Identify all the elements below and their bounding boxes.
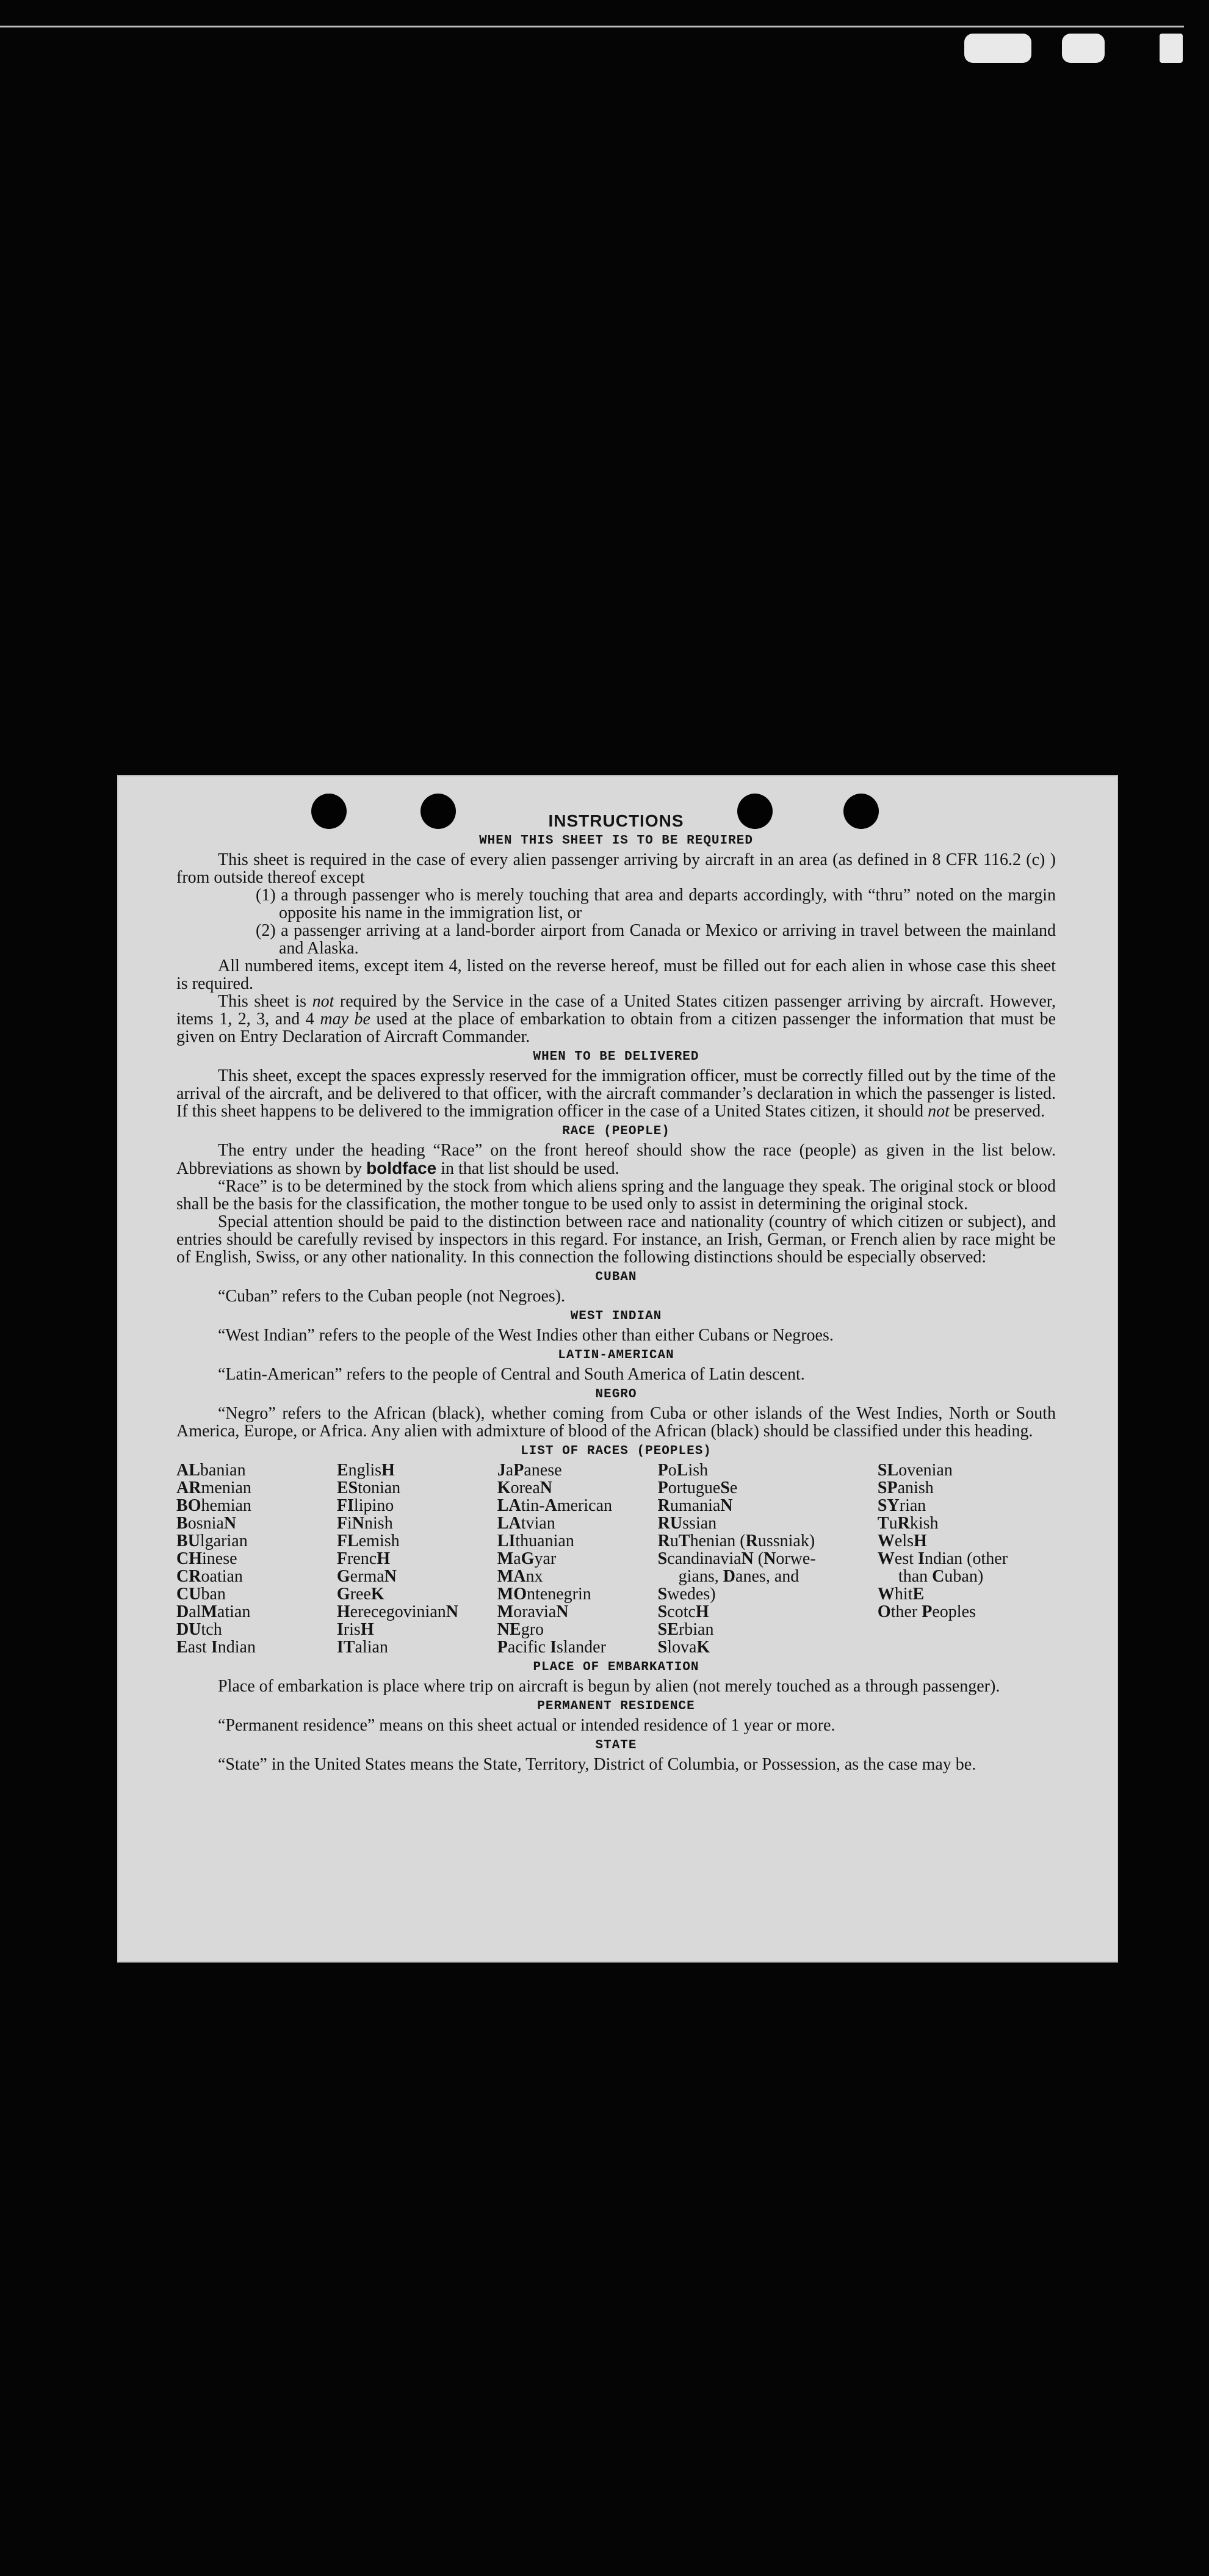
page-title: INSTRUCTIONS <box>548 811 684 830</box>
race-item: EStonian <box>336 1478 401 1497</box>
race-item: MOntenegrin <box>497 1585 591 1604</box>
paragraph: “Negro” refers to the African (black), whether coming from Cuba or other islands of the West Indies, North or South America, Europe, or Africa. Any alien with admixture of blood of the African (black) should be classified under this heading. <box>176 1404 1056 1441</box>
paragraph: The entry under the heading “Race” on the front hereof should show the race (people) as given in the list below. Abbreviations as shown by boldface in that list should be used. <box>176 1141 1056 1178</box>
race-item: RuThenian (Russniak) <box>657 1532 815 1550</box>
film-top-line <box>0 26 1184 27</box>
race-column <box>497 1461 658 1656</box>
race-item: CHinese <box>176 1549 237 1568</box>
section-heading: NEGRO <box>595 1387 637 1402</box>
race-item: RUssian <box>657 1514 717 1533</box>
exception-item: (1) a through passenger who is merely touching that area and departs accordingly, with “thru” noted on the margin opposite his name in the immigration list, or <box>256 886 1056 922</box>
section-heading: STATE <box>595 1738 637 1753</box>
instruction-sheet <box>117 775 1118 1963</box>
race-item: DalMatian <box>176 1602 251 1621</box>
race-item: LAtin-American <box>497 1496 613 1515</box>
race-item: RumaniaN <box>657 1496 733 1515</box>
race-item: BosniaN <box>176 1514 237 1533</box>
paragraph: This sheet, except the spaces expressly reserved for the immigration officer, must be correctly filled out by the time of the arrival of the aircraft, and be delivered to that officer, with the aircraft commander’s declaration in which the passenger is listed. If this sheet happens to be delivered to the immigration officer in the case of a United States citizen, it should not be preserved. <box>176 1066 1056 1121</box>
race-item: SlovaK <box>657 1638 710 1657</box>
race-column <box>658 1461 878 1656</box>
race-item: Swedes) <box>657 1585 716 1604</box>
race-item: CRoatian <box>176 1567 243 1586</box>
exception-item: (2) a passenger arriving at a land-border airport from Canada or Mexico or arriving in travel between the mainland and Alaska. <box>256 921 1056 958</box>
section-heading: PLACE OF EMBARKATION <box>533 1660 699 1674</box>
race-item: PoLish <box>657 1461 709 1480</box>
race-item: ALbanian <box>176 1461 246 1480</box>
race-item: PortugueSe <box>657 1478 738 1497</box>
race-item: ScandinaviaN (Norwe- <box>657 1549 816 1568</box>
race-item: LIthuanian <box>497 1532 574 1550</box>
paragraph: Special attention should be paid to the distinction between race and nationality (country of which citizen or subject), and entries should be carefully revised by inspectors in this regard. For instance, an Irish, German, or French alien by race might be of English, Swiss, or any other nationality. In this connection the following distinctions should be especially observed: <box>176 1212 1056 1267</box>
race-item: KoreaN <box>497 1478 552 1497</box>
race-item: HerecegovinianN <box>336 1602 458 1621</box>
race-item: SLovenian <box>877 1461 953 1480</box>
paragraph: This sheet is not required by the Service in the case of a United States citizen passenger arriving by aircraft. However, items 1, 2, 3, and 4 may be used at the place of embarkation to obtain from a citizen passenger the information that must be given on Entry Declaration of Aircraft Commander. <box>176 992 1056 1046</box>
paragraph: “State” in the United States means the State, Territory, District of Columbia, or Possession, as the case may be. <box>218 1755 976 1774</box>
race-column <box>878 1461 1056 1656</box>
race-item: ITalian <box>336 1638 388 1657</box>
race-item: FiNnish <box>336 1514 393 1533</box>
paragraph: Place of embarkation is place where trip on aircraft is begun by alien (not merely touched as a through passenger). <box>218 1677 1000 1696</box>
race-item: FrencH <box>336 1549 390 1568</box>
race-item: NEgro <box>497 1620 544 1639</box>
paragraph: “Race” is to be determined by the stock from which aliens spring and the language they speak. The original stock or blood shall be the basis for the classification, the mother tongue to be used only to assist in determining the original stock. <box>176 1177 1056 1214</box>
race-item: SYrian <box>877 1496 926 1515</box>
section-heading: WHEN THIS SHEET IS TO BE REQUIRED <box>479 834 753 848</box>
race-item: JaPanese <box>497 1461 562 1480</box>
section-heading: LATIN-AMERICAN <box>558 1348 674 1362</box>
paragraph: “Permanent residence” means on this sheet actual or intended residence of 1 year or more. <box>218 1716 835 1735</box>
race-item: GermaN <box>336 1567 397 1586</box>
section-heading: LIST OF RACES (PEOPLES) <box>521 1444 712 1458</box>
paragraph: “West Indian” refers to the people of the West Indies other than either Cubans or Negroes. <box>218 1326 834 1345</box>
race-item: MAnx <box>497 1567 543 1586</box>
race-item: SErbian <box>657 1620 714 1639</box>
race-item: WelsH <box>877 1532 927 1550</box>
race-item: West Indian (other <box>877 1549 1008 1568</box>
race-item: CUban <box>176 1585 226 1604</box>
race-column <box>176 1461 337 1656</box>
race-item: EnglisH <box>336 1461 395 1480</box>
section-heading: CUBAN <box>595 1270 637 1284</box>
section-heading: WEST INDIAN <box>570 1309 662 1323</box>
race-item: IrisH <box>336 1620 374 1639</box>
race-item: DUtch <box>176 1620 222 1639</box>
race-item: ScotcH <box>657 1602 709 1621</box>
race-item: GreeK <box>336 1585 384 1604</box>
paragraph: “Latin-American” refers to the people of Central and South America of Latin descent. <box>218 1365 805 1384</box>
race-item: BUlgarian <box>176 1532 248 1550</box>
paragraph: “Cuban” refers to the Cuban people (not Negroes). <box>218 1287 566 1306</box>
race-item: Pacific Islander <box>497 1638 606 1657</box>
race-item: FLemish <box>336 1532 400 1550</box>
race-item: WhitE <box>877 1585 925 1604</box>
race-list <box>176 1461 1056 1656</box>
section-heading: WHEN TO BE DELIVERED <box>533 1050 699 1064</box>
film-mark-2 <box>1062 34 1105 63</box>
race-item: MoraviaN <box>497 1602 569 1621</box>
race-item: ARmenian <box>176 1478 251 1497</box>
race-item: gians, Danes, and <box>678 1567 799 1586</box>
race-item: LAtvian <box>497 1514 555 1533</box>
race-item: FIlipino <box>336 1496 394 1515</box>
film-mark-3 <box>1160 34 1183 63</box>
race-item: Other Peoples <box>877 1602 976 1621</box>
instructions-body <box>176 812 1056 1773</box>
section-heading: PERMANENT RESIDENCE <box>537 1699 695 1713</box>
race-item: SPanish <box>877 1478 934 1497</box>
race-item: MaGyar <box>497 1549 557 1568</box>
section-heading: RACE (PEOPLE) <box>562 1124 670 1138</box>
film-mark-1 <box>964 34 1031 63</box>
race-item: TuRkish <box>877 1514 939 1533</box>
paragraph: This sheet is required in the case of every alien passenger arriving by aircraft in an area (as defined in 8 CFR 116.2 (c) ) from outside thereof except <box>176 850 1056 887</box>
race-column <box>337 1461 497 1656</box>
race-item: BOhemian <box>176 1496 251 1515</box>
race-item: East Indian <box>176 1638 256 1657</box>
paragraph: All numbered items, except item 4, listed on the reverse hereof, must be filled out for each alien in whose case this sheet is required. <box>176 957 1056 993</box>
race-item: than Cuban) <box>898 1567 984 1586</box>
